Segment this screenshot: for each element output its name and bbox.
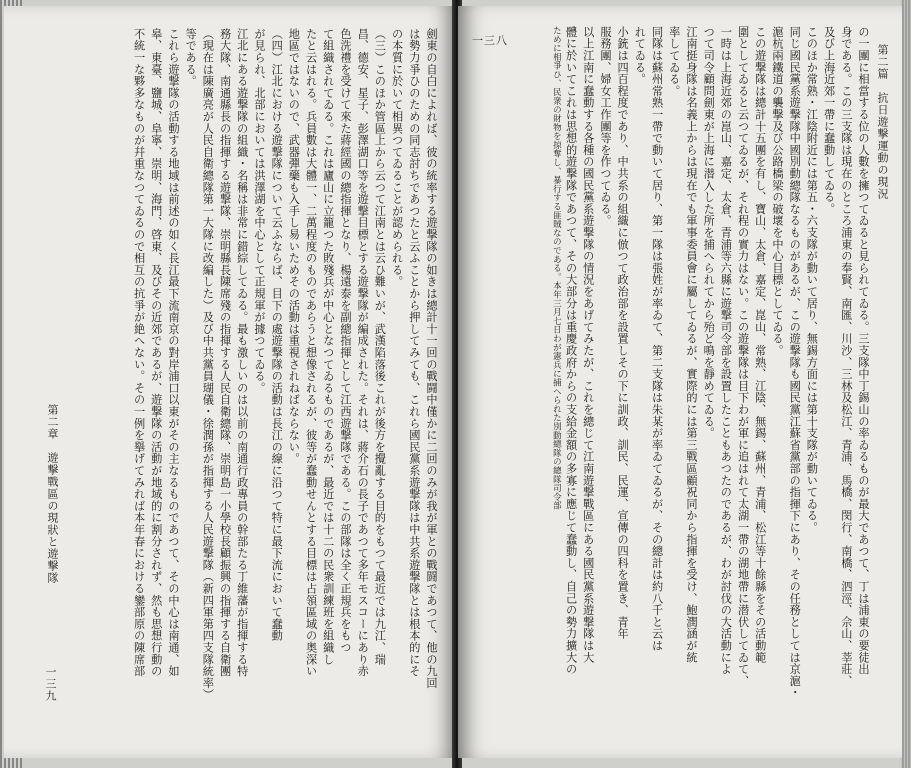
text-line: 色洗禮を受けて來た蔣經國の總指揮となり、楊遠泰を副總指揮として江西遊撃隊である。この部隊は全く正規兵をもつ: [338, 28, 352, 654]
page-edges-right: [901, 0, 911, 768]
text-line: （現在は陳廣亮が人民自衛總隊第一大隊に改編した）及び中共黨員瑚儀・徐潤孫が指揮する人民遊撃隊（新四軍第四支隊統率）: [201, 28, 215, 701]
left-page: [4, 6, 456, 758]
text-line: 同隊は蘇州常熟一帶で動いて居り、第一隊は張姓が率ゐて、第二支隊は朱某が率ゐてゐるが、その總計は約八千と云は: [650, 26, 664, 652]
text-line: 身である。この三支隊は現在のところ浦東の奉賢、南匯、川沙、三林及松江、青浦、馬橋、閔行、南橋、泗涇、佘山、莘莊、: [839, 26, 853, 687]
text-line: れてゐる。: [633, 26, 647, 85]
text-line: 體に於いてこれは思想的遊撃隊であつて、その大部分は重慶政府からの支給金額の多寡に應じて蠢動し、自己の勢力擴大の: [564, 26, 578, 675]
section-header: 第二篇 抗日遊撃運動の現況: [876, 44, 889, 200]
text-line: 地區ではないので、武器彈藥も入手し易いためその活動は重視されねばならない。: [287, 28, 301, 465]
chapter-footer-heading: 第二章 遊撃戰區の現狀と遊撃隊: [46, 404, 59, 584]
text-line: 及び上海近郊一帶に蠢動してゐる。: [822, 26, 836, 215]
text-line: 江北にある遊撃隊の組織・名稱は非常に錯綜してゐる。最も激しいのは以前の南通行政專員の幹部たる丁維藩が指揮する特: [235, 28, 249, 677]
text-line: 圍としてゐると云つてゐるが、それ程の實力はない。この遊撃隊は目下わが軍に追はれて太湖一帶の湖地帶に潜伏してゐて、: [736, 26, 750, 687]
text-line: 劍東の自白によれば、彼の統率する遊撃隊の如きは總計十一回の戰闘中僅かに二回のみが我が軍との戰闘であつて、他の九回: [425, 28, 438, 689]
text-line: 皋、東臺、鹽城、阜寧、崇明、海門、啓東、及びその近郊であるが、遊撃隊の活動が地域的に割分されず、然も思想行動の: [149, 28, 163, 677]
text-line: たと云はれる。兵員數は大體一、二萬程度のものであらうと想像されるが、彼等が蠢動せんとする目標は占領區域の奥深い: [304, 28, 318, 677]
text-line: 率してゐる。: [667, 26, 681, 97]
text-line: （三）このほか管區上から云つて江南とは云ひ難いが、武漢陷落後これが後方を攪亂する目的をもつて最近では九江、瑞: [373, 28, 387, 666]
page-number: 一三九: [44, 666, 57, 702]
text-line: 小銃は四百程度であり、中共系の組織に倣つて政治部を設置しその下に訓政、訓民、民運、宣傳の四科を置き、青年: [616, 26, 630, 640]
text-line: （四）江北における遊撃隊について云ふならば、目下の處遊撃隊の活動は長江の線に沿つて特に最下流において蠢動: [270, 28, 284, 642]
text-line: つて司令顧問劍東が上海に潜入した所を捕へられてから殆ど鳴を靜めてゐる。: [702, 26, 716, 439]
text-line: 滬杭兩鐵道の襲撃及び公路橋梁の破壞を中心目標としてゐる。: [770, 26, 784, 357]
text-line: このほか常熟・江陰附近には第五・六支隊が動いて居り、無錫方面には第十支隊が動いてゐる。: [805, 26, 819, 534]
text-line: 服務團、婦女工作團等を作つてゐる。: [598, 26, 612, 227]
text-line: 同じ國民黨系遊撃隊中國別動總隊なるものがあるが、この遊撃隊も國民黨江蘇省黨部の指揮下にあり、その任務としては京滬・: [788, 26, 802, 699]
text-line: 等である。: [184, 28, 198, 87]
text-line: の一團に相當する位の人數を擁つてゐると見られてゐる。三支隊中丁錫山の率ゐるものが最大であつて、丁は浦東の要徒出: [857, 26, 870, 675]
text-line: 昌、德安、星子、彭澤湖口等を遊撃目標とする遊撃隊が編成された。それは、蔣介石の長子であつて多年モスコーにあり赤: [356, 28, 370, 677]
text-line: 一時は上海近郊の崑山、嘉定、太倉、青浦等六縣に遊撃司令部を設置したこともあつたのであるが、わが討伐の大活動によ: [719, 26, 733, 675]
right-page-text: [549, 26, 872, 726]
text-line: 江南挺身隊は名義上からは現在でも軍事委員會に屬してゐるが、實際的には第三戰區顧祝同から指揮を受け、鮑潤涵が統: [684, 26, 698, 664]
text-line: この遊撃隊は總計十五團を有し、寶山、太倉、嘉定、崑山、常熟、江陰、無錫、蘇州、青浦、松江等十餘縣をその活動範: [753, 26, 767, 664]
text-line: て組織されてゐる。これは廬山に立籠つた敗殘兵が中心となつてゐるものであるが、最近では十二の民衆訓練班を組織し: [321, 28, 335, 666]
left-page-text: [130, 28, 440, 718]
text-line: 務大隊、南通縣長の指揮する遊撃隊、崇明縣長陳席殘の指揮する人民自衛總隊、崇明島一小學校長顧振興の指揮する自衛團: [218, 28, 232, 677]
text-line: 不統一な夥多なものが幷重なつてゐるので相互の抗爭が絶へない。その一例を擧げてみれば本年春における鑾部原の陳席部: [132, 28, 146, 677]
text-line-small: ために相爭ひ、民衆の財物を掠奪し、暴行する匪賊なのである。本年三月七日わが憲兵に捕へられた別動總隊の總隊司令部: [551, 26, 562, 510]
text-line: 以上江南に蠢動する各種の國民黨系遊撃隊の情況をあげてみたが、これを總じて江南遊撃戰區にある國民黨系遊撃隊は大: [581, 26, 595, 664]
text-line: の本質に於いて相異つてゐることが認められる。: [390, 28, 404, 288]
right-page: [458, 6, 902, 758]
text-line: これら遊撃隊の活動する地域は前述の如く長江最下流南京の對岸浦口以東がその主なるものであつて、その中心は南通、如: [166, 28, 180, 677]
text-line: は勢力爭ひのための同志討ちであつたと云ふことから押してみても、これら國民黨系遊撃隊は中共系遊撃隊とは根本的にそ: [407, 28, 421, 677]
page-number: 一三八: [472, 34, 508, 47]
text-line: が見られ、北部においては洪澤湖を中心として正規軍が據つてゐる。: [252, 28, 266, 394]
